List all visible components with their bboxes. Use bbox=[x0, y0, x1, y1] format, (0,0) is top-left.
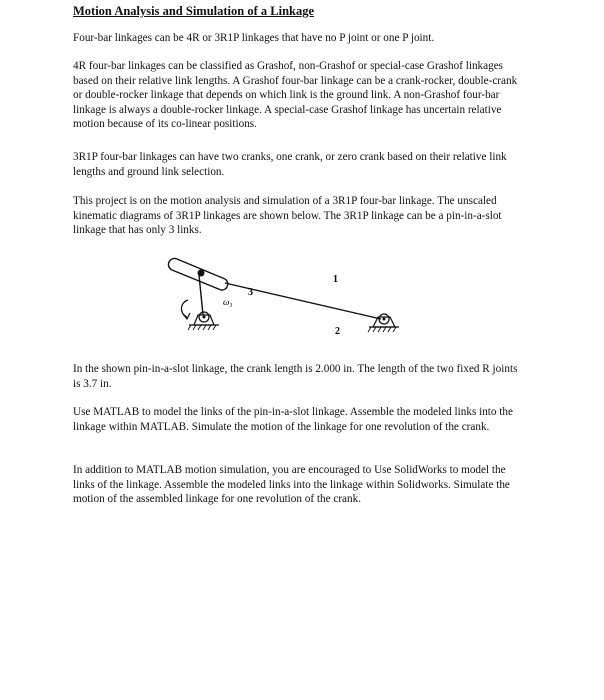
rotation-arrowhead-icon bbox=[183, 313, 190, 319]
paragraph-linkage-types: Four-bar linkages can be 4R or 3R1P linkages that have no P joint or one P joint. bbox=[73, 32, 435, 44]
paragraph-solidworks-task: In addition to MATLAB motion simulation, you are encouraged to Use SolidWorks to model the links of the linkage. Assemble the modeled links into the linkage within Solidworks. Simulate the motion of the assembled linkage for one revolution of the crank. bbox=[73, 464, 510, 505]
crank-ground-pivot bbox=[188, 312, 219, 330]
paragraph-crank-length: In the shown pin-in-a-slot linkage, the crank length is 2.000 in. The length of the two fixed R joints is 3.7 in. bbox=[73, 363, 518, 390]
paragraph-matlab-task: Use MATLAB to model the links of the pin-in-a-slot linkage. Assemble the modeled links into the linkage within MATLAB. Simulate the motion of the linkage for one revolution of the crank. bbox=[73, 406, 513, 433]
link-1-label: 1 bbox=[333, 274, 338, 285]
kinematic-diagram bbox=[141, 245, 441, 355]
rotation-arrow-icon bbox=[181, 300, 188, 317]
link-3-label: 3 bbox=[248, 287, 253, 298]
paragraph-project-description: This project is on the motion analysis and simulation of a 3R1P four-bar linkage. The unscaled kinematic diagrams of 3R1P linkages are shown below. The 3R1P linkage can be a pin-in-a-slot linkage that has only 3 links. bbox=[73, 195, 502, 236]
link-2-label: 2 bbox=[335, 326, 340, 337]
crank-link-3 bbox=[199, 275, 203, 315]
omega-3-label: ω₃ bbox=[223, 297, 233, 307]
paragraph-4r-classification: 4R four-bar linkages can be classified as Grashof, non-Grashof or special-case Grashof linkages based on their relative link lengths. A Grashof four-bar linkage can be a crank-rocker, double-crank or double-rocker linkage that depends on which link is the ground link. A non-Grashof four-bar linkage is always a double-rocker linkage. A special-case Grashof linkage has uncertain relative motion because of its co-linear positions. bbox=[73, 60, 518, 130]
document-title: Motion Analysis and Simulation of a Linkage bbox=[73, 4, 315, 18]
paragraph-3r1p-cranks: 3R1P four-bar linkages can have two cranks, one crank, or zero crank based on their relative link lengths and ground link selection. bbox=[73, 151, 507, 178]
